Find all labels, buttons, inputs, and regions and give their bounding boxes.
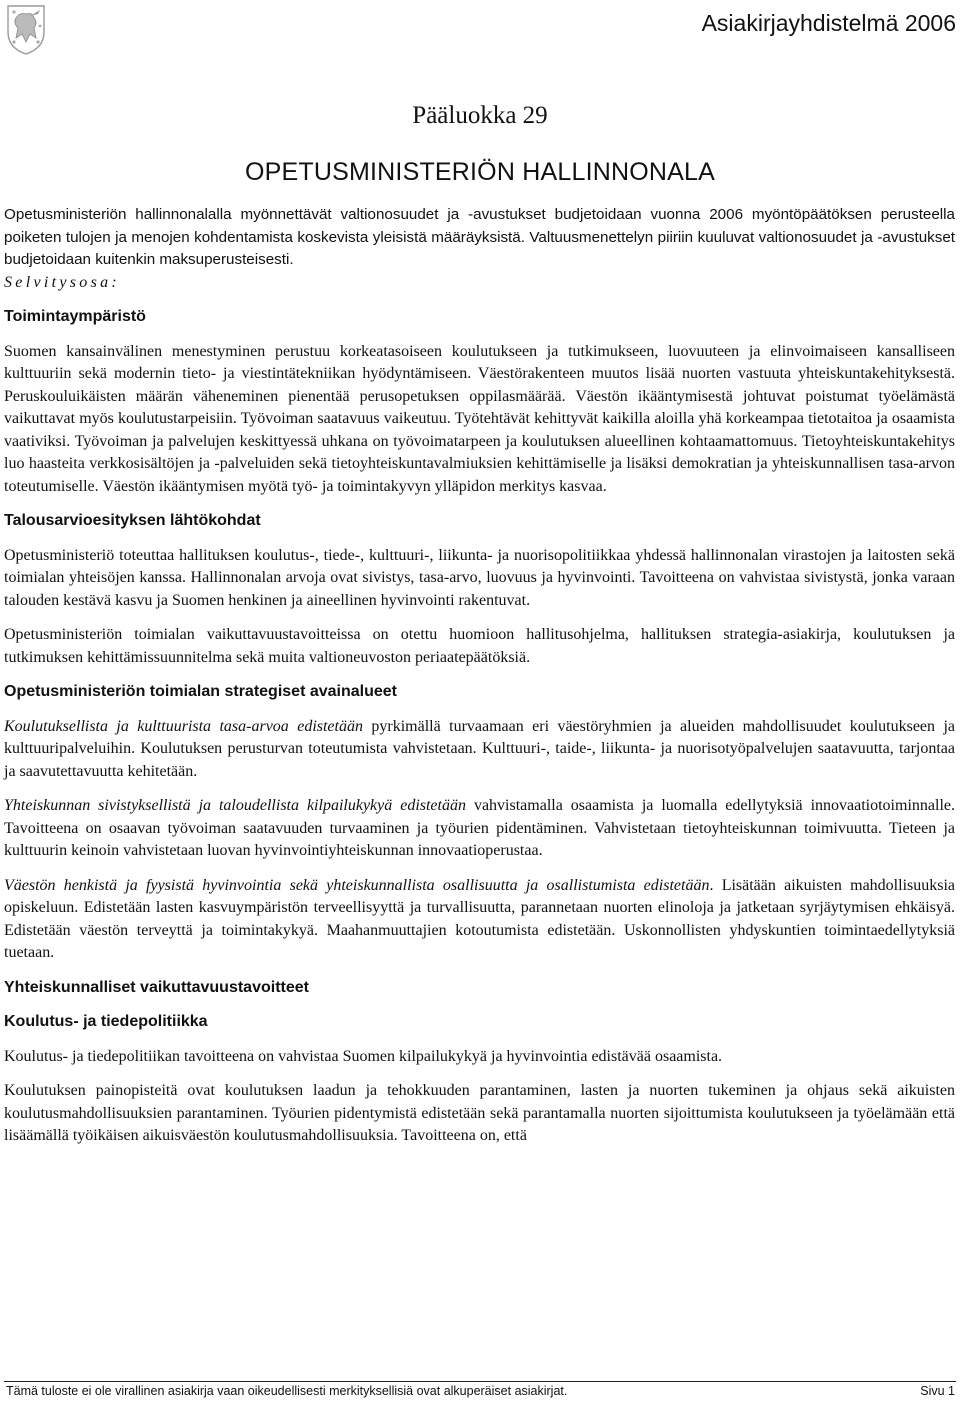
paragraph-talousarvio-2: Opetusministeriön toimialan vaikuttavuustavoitteissa on otettu huomioon hallitusohjelma, hallituksen strategia-asiakirja, koulutuksen ja tutkimuksen kehittämissuunnitelma sekä muita valtioneuvoston periaatepäätöksiä. [4, 626, 955, 666]
paragraph-strategia-1 [4, 716, 955, 784]
strategia-3-lead: Väestön henkistä ja fyysistä hyvinvointia sekä yhteiskunnallista osallisuutta ja osallistumista edistetään [4, 876, 710, 894]
strategia-2-lead: Yhteiskunnan sivistyksellistä ja taloudellista kilpailukykyä edistetään [4, 797, 466, 814]
footer-divider [4, 1381, 956, 1382]
paragraph-talousarvio-1: Opetusministeriö toteuttaa hallituksen koulutus-, tiede-, kulttuuri-, liikunta- ja nuorisopolitiikkaa yhdessä hallinnonalan virastojen ja laitosten sekä toimialan yhteisöjen kanssa. Hallinnonalan arvoja ovat sivistys, tasa-arvo, luovuus ja hyvinvointi. Tavoitteena on vahvistaa sivistystä, jonka varaan talouden kestävä kasvu ja Suomen henkinen ja aineellinen hyvinvointi rakentuvat. [4, 546, 955, 609]
heading-talousarvio: Talousarvioesityksen lähtökohdat [4, 512, 261, 529]
heading-koulutus-tiede: Koulutus- ja tiedepolitiikka [4, 1013, 208, 1030]
heading-vaikuttavuus: Yhteiskunnalliset vaikuttavuustavoitteet [4, 978, 309, 996]
paragraph-vaikuttavuus-1: Koulutus- ja tiedepolitiikan tavoitteena on vahvistaa Suomen kilpailukykyä ja hyvinvointia edistävää osaamista. [4, 1047, 723, 1065]
paragraph-strategia-2 [4, 795, 955, 863]
document-body [4, 204, 955, 1148]
strategia-2-text: vahvistamalla osaamista ja luomalla edellytyksiä innovaatiotoiminnalle. Tavoitteena on osaavan työvoiman saatavuuden turvaaminen ja työurien pidentäminen. Vahvistetaan tietoyhteiskunnan toimivuutta. Tieteen ja kulttuurin keinoin vahvistetaan luovan hyvinvointiyhteiskunnan innovaatioperustaa. [4, 797, 955, 859]
paragraph-vaikuttavuus-2: Koulutuksen painopisteitä ovat koulutuksen laadun ja tehokkuuden parantaminen, lasten ja nuorten tukeminen ja ohjaus sekä aikuisten koulutusmahdollisuuksien parantaminen. Työurien pidentymistä edistetään sekä parantamalla nuorten sijoittumista koulutukseen ja työelämään että lisäämällä työikäisen aikuisväestön koulutusmahdollisuuksia. Tavoitteena on, että [4, 1082, 955, 1144]
page-title: Pääluokka 29 [412, 102, 548, 129]
paragraph-strategia-3 [4, 875, 955, 965]
coat-of-arms-lion-icon [4, 2, 48, 56]
footer-notice: Tämä tuloste ei ole virallinen asiakirja vaan oikeudellisesti merkityksellisiä ovat alkuperäiset asiakirjat. [6, 1384, 568, 1398]
heading-toimintaymparisto: Toimintaympäristö [4, 308, 146, 325]
strategia-1-lead: Koulutuksellista ja kulttuurista tasa-arvoa edistetään [4, 717, 363, 735]
strategia-1-text: pyrkimällä turvaamaan eri väestöryhmien ja alueiden mahdollisuudet koulutukseen ja kulttuuripalveluihin. Koulutuksen perusturvan toteutumista vahvistetaan. Kulttuuri-, taide-, liikunta- ja nuorisotyöpalvelujen saatavuutta, tarjontaa ja saavutettavuutta kehitetään. [4, 717, 955, 780]
page-number: Sivu 1 [920, 1384, 955, 1398]
heading-strategiset: Opetusministeriön toimialan strategiset avainalueet [4, 683, 397, 700]
section-title: OPETUSMINISTERIÖN HALLINNONALA [245, 158, 715, 186]
selvitysosa-label: Selvitysosa: [4, 273, 121, 291]
paragraph-toimintaymparisto: Suomen kansainvälinen menestyminen perustuu korkeatasoiseen koulutukseen ja tutkimukseen, luovuuteen ja elinvoimaiseen kansalliseen kulttuuriin sekä modernin tieto- ja viestintätekniikan hyödyntämiseen. Väestörakenteen muutos lisää nuorten vastuuta yhteiskuntakehityksestä. Peruskouluikäisten määrän väheneminen pienentää perusopetuksen oppilasmäärää. Väestön ikääntymisestä johtuvat poistumat työelämästä vaikuttavat myös koulutustarpeisiin. Työvoiman saatavuus vaikeutuu. Työtehtävät kehittyvät kaikilla aloilla yhä korkeampaa tietotaitoa ja osaamista vaativiksi. Työvoiman ja palvelujen keskittyessä uhkana on työvoimatarpeen ja koulutuksen alueellinen kohtaamattomuus. Tietoyhteiskuntakehitys luo haasteita verkkosisältöjen ja -palveluiden sekä tietoyhteiskuntavalmiuksien kehittämiselle ja lisäksi demokratian ja yhteiskunnallisen tasa-arvon toteutumiselle. Väestön ikääntymisen myötä työ- ja toimintakyvyn ylläpidon merkitys kasvaa. [4, 342, 955, 495]
intro-paragraph: Opetusministeriön hallinnonalalla myönnettävät valtionosuudet ja -avustukset budjetoidaan vuonna 2006 myöntöpäätöksen perusteella poiketen tulojen ja menojen kohdentamista koskevista yleisistä määräyksistä. Valtuusmenettelyn piiriin kuuluvat valtionosuudet ja -avustukset budjetoidaan kuitenkin maksuperusteisesti. [4, 206, 955, 268]
document-title: Asiakirjayhdistelmä 2006 [701, 10, 956, 36]
strategia-3-text: . Lisätään aikuisten mahdollisuuksia opiskeluun. Edistetään lasten kasvuympäristön terveellisyyttä ja turvallisuutta, parannetaan nuorten elinoloja ja jatketaan syrjäytymisen ehkäisyä. Edistetään väestön terveyttä ja toimintakykyä. Maahanmuuttajien kotoutumista edistetään. Uskonnollisten yhdyskuntien toimintaedellytyksiä tuetaan. [4, 876, 956, 961]
